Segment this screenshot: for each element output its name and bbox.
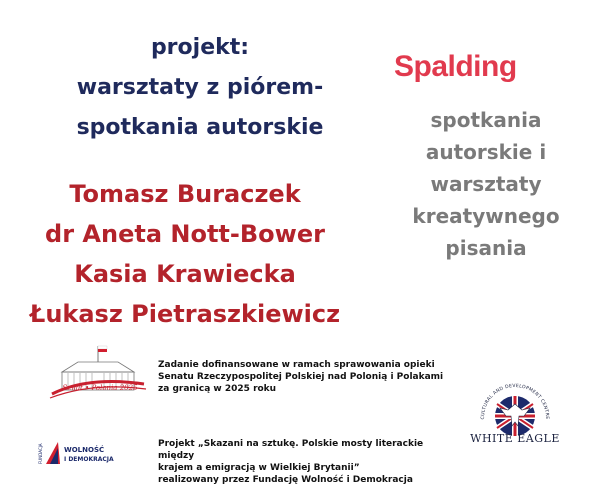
- senate-polonia-logo: [48, 342, 148, 404]
- author-name: Kasia Krawiecka: [74, 260, 296, 288]
- funding-notice-line: Senatu Rzeczypospolitej Polskiej nad Polonią i Polakami: [158, 372, 444, 382]
- event-description-line: pisania: [445, 236, 527, 260]
- place-title: Spalding: [394, 50, 517, 83]
- author-name: dr Aneta Nott-Bower: [45, 220, 325, 248]
- authors-list: [0, 174, 370, 334]
- wid-logo-side-text: FUNDACJA: [38, 443, 43, 464]
- senate-logo-text: Senat • Polonia 2025: [62, 384, 138, 392]
- author-name: Łukasz Pietraszkiewicz: [29, 300, 341, 328]
- project-heading-line1: projekt:: [150, 35, 250, 60]
- wid-logo-line1: WOLNOŚĆ: [64, 446, 105, 454]
- event-description-line: spotkania: [430, 108, 542, 132]
- project-heading-line2: warsztaty z piórem-: [76, 75, 324, 100]
- project-notice: [158, 438, 458, 486]
- project-heading-line3: spotkania autorskie: [76, 115, 324, 140]
- wolnosc-demokracja-logo: [38, 440, 128, 466]
- project-heading: [40, 28, 360, 148]
- event-description-line: warsztaty: [430, 172, 542, 196]
- event-description-line: kreatywnego: [412, 204, 560, 228]
- funding-notice: [158, 359, 458, 395]
- white-eagle-name: WHITE EAGLE: [470, 432, 560, 445]
- funding-notice-line: za granicą w 2025 roku: [158, 384, 277, 394]
- event-description: [388, 104, 584, 264]
- event-description-line: autorskie i: [425, 140, 547, 164]
- author-name: Tomasz Buraczek: [69, 180, 301, 208]
- project-notice-line: realizowany przez Fundację Wolność i Demokracja: [158, 475, 413, 485]
- project-notice-line: Projekt „Skazani na sztukę. Polskie mosty literackie między: [158, 439, 424, 461]
- wid-logo-line2: I DEMOKRACJA: [64, 456, 114, 463]
- funding-notice-line: Zadanie dofinansowane w ramach sprawowania opieki: [158, 360, 435, 370]
- project-notice-line: krajem a emigracją w Wielkiej Brytanii”: [158, 463, 360, 473]
- eagle-logo-arc-text: CULTURAL AND DEVELOPMENT CENTRE: [480, 383, 550, 420]
